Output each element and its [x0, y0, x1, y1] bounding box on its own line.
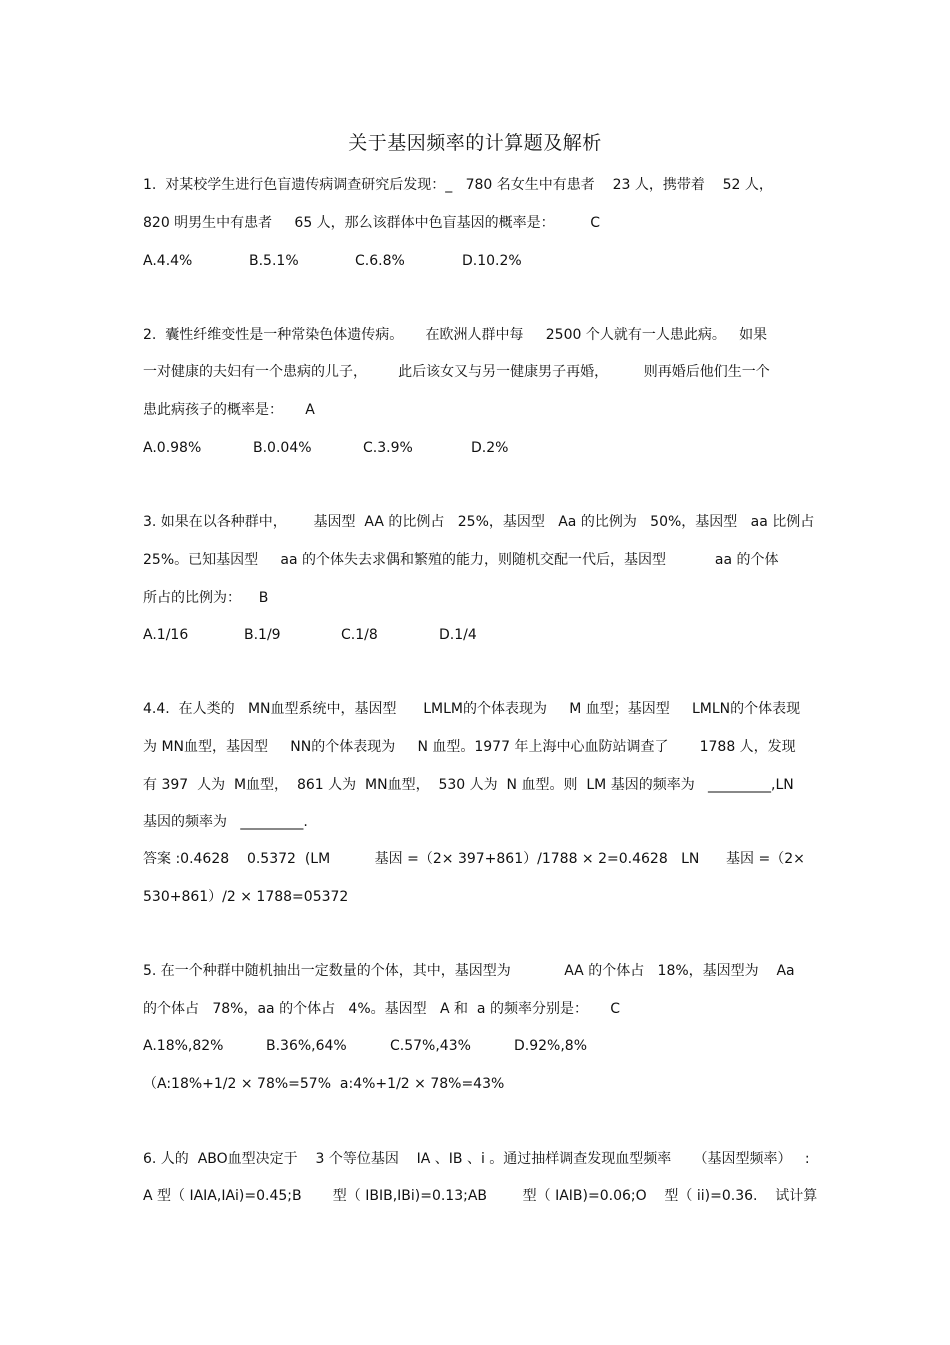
q3-option-d: D.1/4: [439, 627, 477, 643]
q2-option-d: D.2%: [471, 440, 509, 456]
q2-option-b: B.0.04%: [253, 440, 312, 456]
q2-text-line-3: 患此病孩子的概率是： A: [143, 402, 315, 418]
q5-option-a: A.18%,82%: [143, 1038, 224, 1054]
q5-option-b: B.36%,64%: [266, 1038, 347, 1054]
q3-option-a: A.1/16: [143, 627, 189, 643]
q5-option-d: D.92%,8%: [514, 1038, 588, 1054]
q1-option-b: B.5.1%: [249, 253, 299, 269]
q2-option-a: A.0.98%: [143, 440, 202, 456]
q1-text-line-1: 1. 对某校学生进行色盲遗传病调查研究后发现：_ 780 名女生中有患者 23 人，携带着 52 人，: [143, 177, 773, 193]
q3-text-line-3: 所占的比例为： B: [143, 590, 269, 606]
q1-option-d: D.10.2%: [462, 253, 522, 269]
q3-text-line-1: 3. 如果在以各种群中， 基因型 AA 的比例占 25%，基因型 Aa 的比例为 50%，基因型 aa 比例占: [143, 514, 815, 530]
q4-text-line-2: 为 MN血型，基因型 NN的个体表现为 N 血型。1977 年上海中心血防站调查了 1788 人，发现: [143, 739, 796, 755]
q2-text-line-2: 一对健康的夫妇有一个患病的儿子， 此后该女又与另一健康男子再婚， 则再婚后他们生一个: [143, 364, 770, 380]
q6-text-line-2: A 型（ IAIA,IAi)=0.45;B 型（ IBIB,IBi)=0.13;AB 型（ IAIB)=0.06;O 型（ ii)=0.36. 试计算: [143, 1188, 818, 1204]
q4-answer-line-2: 530+861）/2 × 1788=05372: [143, 889, 349, 905]
q4-text-line-3: 有 397 人为 M血型， 861 人为 MN血型， 530 人为 N 血型。则 LM 基因的频率为 _________,LN: [143, 777, 794, 793]
q4-text-line-4: 基因的频率为 _________.: [143, 814, 308, 830]
q1-text-line-2: 820 明男生中有患者 65 人，那么该群体中色盲基因的概率是： C: [143, 215, 601, 231]
q6-text-line-1: 6. 人的 ABO血型决定于 3 个等位基因 IA 、IB 、i 。通过抽样调查发现血型频率 （基因型频率） :: [143, 1151, 810, 1167]
q1-option-c: C.6.8%: [355, 253, 405, 269]
q1-option-a: A.4.4%: [143, 253, 193, 269]
q4-answer-line-1: 答案 :0.4628 0.5372 (LM 基因 =（2× 397+861）/1788 × 2=0.4628 LN 基因 =（2×: [143, 851, 805, 867]
q5-text-line-2: 的个体占 78%，aa 的个体占 4%。基因型 A 和 a 的频率分别是： C: [143, 1001, 620, 1017]
q3-option-c: C.1/8: [341, 627, 378, 643]
q3-text-line-2: 25%。已知基因型 aa 的个体失去求偶和繁殖的能力，则随机交配一代后，基因型 aa 的个体: [143, 552, 779, 568]
document-title: 关于基因频率的计算题及解析: [348, 132, 602, 154]
q2-option-c: C.3.9%: [363, 440, 413, 456]
q5-explanation: （A:18%+1/2 × 78%=57% a:4%+1/2 × 78%=43%: [143, 1076, 505, 1092]
q2-text-line-1: 2. 囊性纤维变性是一种常染色体遗传病。 在欧洲人群中每 2500 个人就有一人患此病。 如果: [143, 327, 768, 343]
q5-text-line-1: 5. 在一个种群中随机抽出一定数量的个体，其中，基因型为 AA 的个体占 18%，基因型为 Aa: [143, 963, 795, 979]
q5-option-c: C.57%,43%: [390, 1038, 471, 1054]
q4-text-line-1: 4.4. 在人类的 MN血型系统中，基因型 LMLM的个体表现为 M 血型；基因型 LMLN的个体表现: [143, 701, 801, 717]
q3-option-b: B.1/9: [244, 627, 281, 643]
